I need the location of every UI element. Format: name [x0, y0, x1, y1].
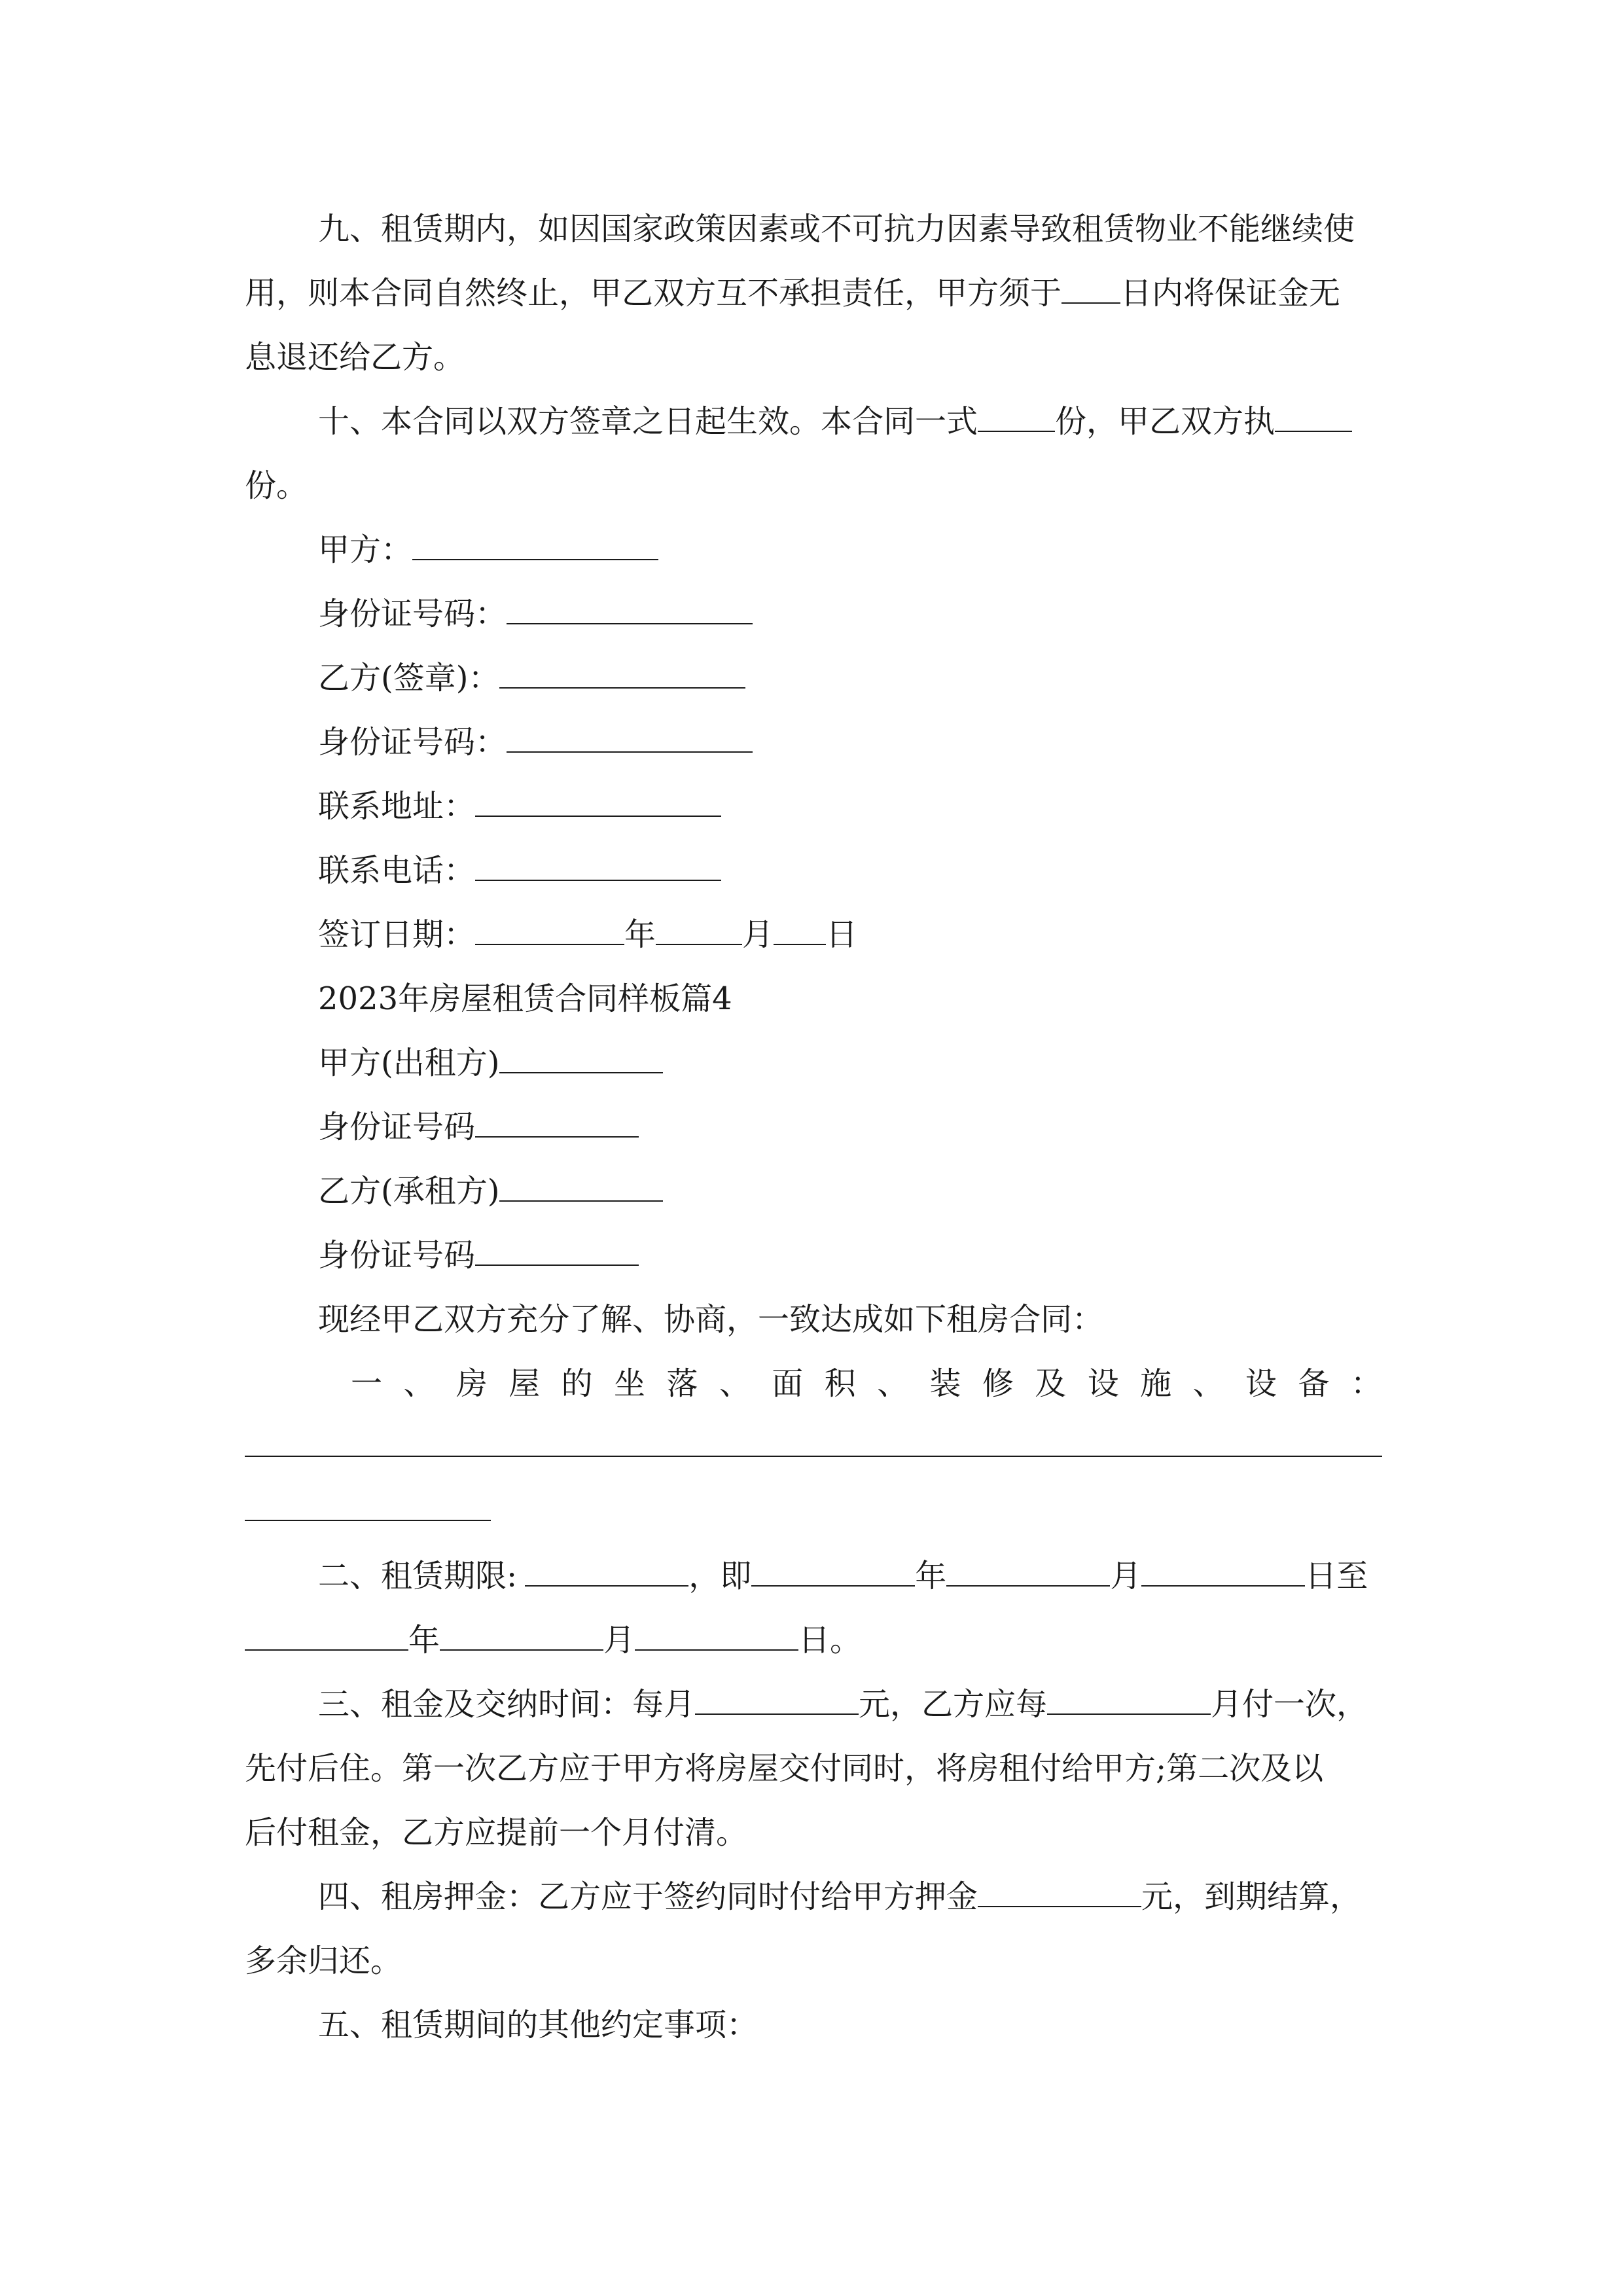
intro-paragraph: 现经甲乙双方充分了解、协商，一致达成如下租房合同： [318, 1301, 1104, 1338]
sign-address: 联系地址： [318, 787, 1455, 826]
clause-1-char: 、 [877, 1365, 909, 1402]
clause-1-char: 房 [455, 1365, 488, 1402]
blank-field [525, 1556, 688, 1587]
blank-field [475, 915, 624, 945]
clause-1-char: 一 [351, 1365, 383, 1402]
clause-9-line-2: 用，则本合同自然终止，甲乙双方互不承担责任，甲方须于 日内将保证金无 [245, 275, 1341, 312]
blank-rule-full [245, 1456, 1382, 1457]
blank-field [1275, 402, 1352, 432]
blank-field [475, 1107, 639, 1138]
sign-phone: 联系电话： [318, 851, 1455, 890]
blank-field [946, 1556, 1110, 1587]
clause-1-char: 、 [403, 1365, 435, 1402]
clause-9-line-3: 息退还给乙方。 [245, 339, 465, 376]
blank-field [656, 915, 742, 945]
clause-1-line [351, 1364, 1382, 1403]
clause-1-char: 面 [772, 1365, 804, 1402]
clause-1-char: 落 [666, 1365, 698, 1402]
blank-field [440, 1621, 603, 1651]
clause-3-line-1: 三、租金及交纳时间：每月 元，乙方应每 月付一次， [318, 1686, 1368, 1723]
clause-1-char: 、 [1192, 1365, 1224, 1402]
clause-1-char: 备 [1298, 1365, 1330, 1402]
blank-field [475, 851, 721, 881]
clause-1-char: 施 [1140, 1365, 1172, 1402]
clause-1-char: 设 [1087, 1365, 1119, 1402]
party-lessor: 甲方(出租方) [318, 1043, 1455, 1083]
blank-field [499, 1172, 663, 1202]
blank-field [475, 1236, 639, 1266]
sign-party-a: 甲方： [318, 530, 1455, 569]
blank-field [507, 723, 753, 753]
blank-field [499, 1043, 663, 1073]
clause-1-char: 坐 [614, 1365, 646, 1402]
clause-1-char: 屋 [508, 1365, 541, 1402]
clause-1-char: 及 [1035, 1365, 1067, 1402]
clause-4-line-1: 四、租房押金：乙方应于签约同时付给甲方押金 元，到期结算， [318, 1878, 1362, 1915]
blank-field [978, 1877, 1141, 1907]
section-title: 2023年房屋租赁合同样板篇4 [318, 980, 732, 1017]
party-lessor-id: 身份证号码 [318, 1107, 1455, 1147]
blank-rule-short [245, 1520, 491, 1521]
clause-9-line-1: 九、租赁期内，如因国家政策因素或不可抗力因素导致租赁物业不能继续使 [318, 211, 1355, 247]
blank-field [245, 1621, 408, 1651]
clause-1-char: ： [1350, 1365, 1382, 1402]
clause-1-char: 的 [561, 1365, 593, 1402]
clause-2-line-1: 二、租赁期限: ，即 年 月 日至 [318, 1558, 1368, 1594]
blank-field [774, 915, 826, 945]
blank-field [507, 594, 753, 624]
sign-id-2: 身份证号码： [318, 723, 1455, 762]
clause-10-line-1: 十、本合同以双方签章之日起生效。本合同一式 份，甲乙双方执 [318, 402, 1455, 441]
sign-party-b: 乙方(签章)： [318, 658, 1455, 698]
party-lessee-id: 身份证号码 [318, 1236, 1455, 1275]
blank-field [695, 1685, 859, 1715]
blank-field [751, 1556, 915, 1587]
blank-field [1061, 274, 1120, 304]
clause-3-line-2: 先付后住。第一次乙方应于甲方将房屋交付同时，将房租付给甲方;第二次及以 [245, 1750, 1324, 1787]
clause-5-heading: 五、租赁期间的其他约定事项： [318, 2007, 758, 2043]
clause-10-line-2: 份。 [245, 467, 308, 504]
blank-field [1047, 1685, 1211, 1715]
party-lessee: 乙方(承租方) [318, 1172, 1455, 1211]
sign-id-1: 身份证号码： [318, 594, 1455, 634]
clause-1-char: 修 [982, 1365, 1014, 1402]
blank-field [475, 787, 721, 817]
blank-field [1141, 1556, 1305, 1587]
clause-1-char: 装 [929, 1365, 961, 1402]
clause-2-line-2: 年 月 日。 [245, 1621, 1382, 1660]
blank-field [499, 658, 745, 689]
clause-1-char: 、 [719, 1365, 751, 1402]
clause-3-line-3: 后付租金，乙方应提前一个月付清。 [245, 1814, 748, 1851]
clause-1-char: 设 [1245, 1365, 1277, 1402]
blank-field [978, 402, 1055, 432]
clause-4-line-2: 多余归还。 [245, 1943, 402, 1979]
blank-field [635, 1621, 798, 1651]
clause-1-char: 积 [824, 1365, 856, 1402]
sign-date: 签订日期： 年 月 日 [318, 916, 858, 953]
blank-field [412, 530, 658, 560]
